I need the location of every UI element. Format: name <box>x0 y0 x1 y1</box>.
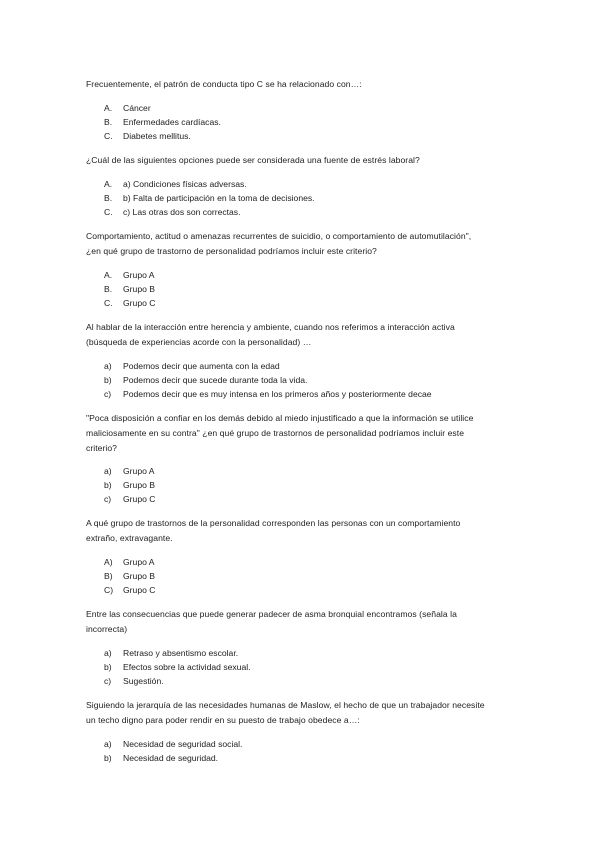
question-text: criterio? <box>86 443 118 454</box>
option <box>104 464 155 478</box>
option <box>104 492 155 506</box>
option <box>104 583 155 597</box>
option <box>104 737 242 751</box>
option-letter: C. <box>104 207 113 217</box>
option-letter: c) <box>104 676 112 686</box>
question-text: ¿en qué grupo de trastorno de personalidad podríamos incluir este criterio? <box>86 246 377 257</box>
question-text: incorrecta) <box>86 624 128 635</box>
question-3 <box>86 229 516 259</box>
option-text: b) Falta de participación en la toma de decisiones. <box>123 193 315 203</box>
option-letter: a) <box>104 739 112 749</box>
option-text: Retraso y absentismo escolar. <box>123 648 239 658</box>
option <box>104 751 218 765</box>
option-text: Grupo B <box>123 571 156 581</box>
option-text: Necesidad de seguridad social. <box>123 739 243 749</box>
question-2 <box>86 153 516 168</box>
option-letter: A. <box>104 103 113 113</box>
option-text: Grupo A <box>123 557 155 567</box>
question-text: extraño, extravagante. <box>86 533 173 544</box>
option-text: Diabetes mellitus. <box>123 131 191 141</box>
option <box>104 478 155 492</box>
option-text: a) Condiciones físicas adversas. <box>123 179 247 189</box>
question-6 <box>86 516 516 546</box>
option-letter: b) <box>104 375 112 385</box>
option-letter: b) <box>104 480 112 490</box>
option-letter: c) <box>104 494 112 504</box>
option <box>104 282 155 296</box>
question-text: Al hablar de la interacción entre herencia y ambiente, cuando nos referimos a interacción activa <box>86 322 455 332</box>
option-letter: B. <box>104 117 113 127</box>
option-letter: A) <box>104 557 113 567</box>
option-text: Grupo A <box>123 466 155 476</box>
question-text: "Poca disposición a confiar en los demás debido al miedo injustificado a que la información se utilice <box>86 413 474 423</box>
option-letter: B. <box>104 193 113 203</box>
option-text: Efectos sobre la actividad sexual. <box>123 662 251 672</box>
option <box>104 646 238 660</box>
option-text: Grupo C <box>123 585 156 595</box>
question-text: un techo digno para poder rendir en su puesto de trabajo obedece a…: <box>86 715 360 726</box>
option <box>104 555 155 569</box>
option <box>104 129 191 143</box>
option <box>104 387 432 401</box>
option-text: Podemos decir que es muy intensa en los primeros años y posteriormente decae <box>123 389 432 399</box>
option-text: Grupo C <box>123 298 156 308</box>
question-1 <box>86 77 516 92</box>
question-text: ¿Cuál de las siguientes opciones puede ser considerada una fuente de estrés laboral? <box>86 155 420 165</box>
option-letter: c) <box>104 389 112 399</box>
option-text: Grupo A <box>123 270 155 280</box>
option-text: Podemos decir que aumenta con la edad <box>123 361 280 371</box>
option-text: c) Las otras dos son correctas. <box>123 207 241 217</box>
question-text: Frecuentemente, el patrón de conducta tipo C se ha relacionado con…: <box>86 79 362 89</box>
question-text: maliciosamente en su contra" ¿en qué grupo de trastornos de personalidad podríamos incluir este <box>86 428 465 439</box>
option <box>104 101 151 115</box>
option <box>104 373 307 387</box>
option <box>104 268 155 282</box>
question-7 <box>86 607 516 637</box>
option <box>104 660 251 674</box>
option-letter: a) <box>104 648 112 658</box>
option <box>104 191 315 205</box>
option-letter: a) <box>104 361 112 371</box>
question-4 <box>86 320 516 350</box>
option-letter: C. <box>104 298 113 308</box>
option-text: Cáncer <box>123 103 151 113</box>
option <box>104 296 155 310</box>
option-letter: A. <box>104 270 113 280</box>
option-text: Grupo B <box>123 480 156 490</box>
option-text: Podemos decir que sucede durante toda la vida. <box>123 375 308 385</box>
option-letter: b) <box>104 662 112 672</box>
question-text: Comportamiento, actitud o amenazas recurrentes de suicidio, o comportamiento de automutilación", <box>86 231 472 241</box>
option-letter: A. <box>104 179 113 189</box>
option <box>104 359 280 373</box>
option-text: Necesidad de seguridad. <box>123 753 219 763</box>
question-text: A qué grupo de trastornos de la personalidad corresponden las personas con un comportamiento <box>86 518 461 528</box>
question-8 <box>86 698 516 728</box>
option-text: Enfermedades cardíacas. <box>123 117 221 127</box>
option-letter: b) <box>104 753 112 763</box>
question-text: (búsqueda de experiencias acorde con la personalidad) … <box>86 337 312 348</box>
option-text: Sugestión. <box>123 676 164 686</box>
option-letter: C) <box>104 585 114 595</box>
question-text: Siguiendo la jerarquía de las necesidades humanas de Maslow, el hecho de que un trabajador necesite <box>86 700 485 710</box>
option <box>104 569 155 583</box>
option <box>104 115 221 129</box>
question-5 <box>86 411 516 457</box>
option-text: Grupo C <box>123 494 156 504</box>
option <box>104 177 247 191</box>
option-letter: C. <box>104 131 113 141</box>
option <box>104 674 164 688</box>
option <box>104 205 241 219</box>
option-letter: a) <box>104 466 112 476</box>
question-text: Entre las consecuencias que puede generar padecer de asma bronquial encontramos (señala la <box>86 609 457 619</box>
option-text: Grupo B <box>123 284 156 294</box>
option-letter: B. <box>104 284 113 294</box>
option-letter: B) <box>104 571 113 581</box>
